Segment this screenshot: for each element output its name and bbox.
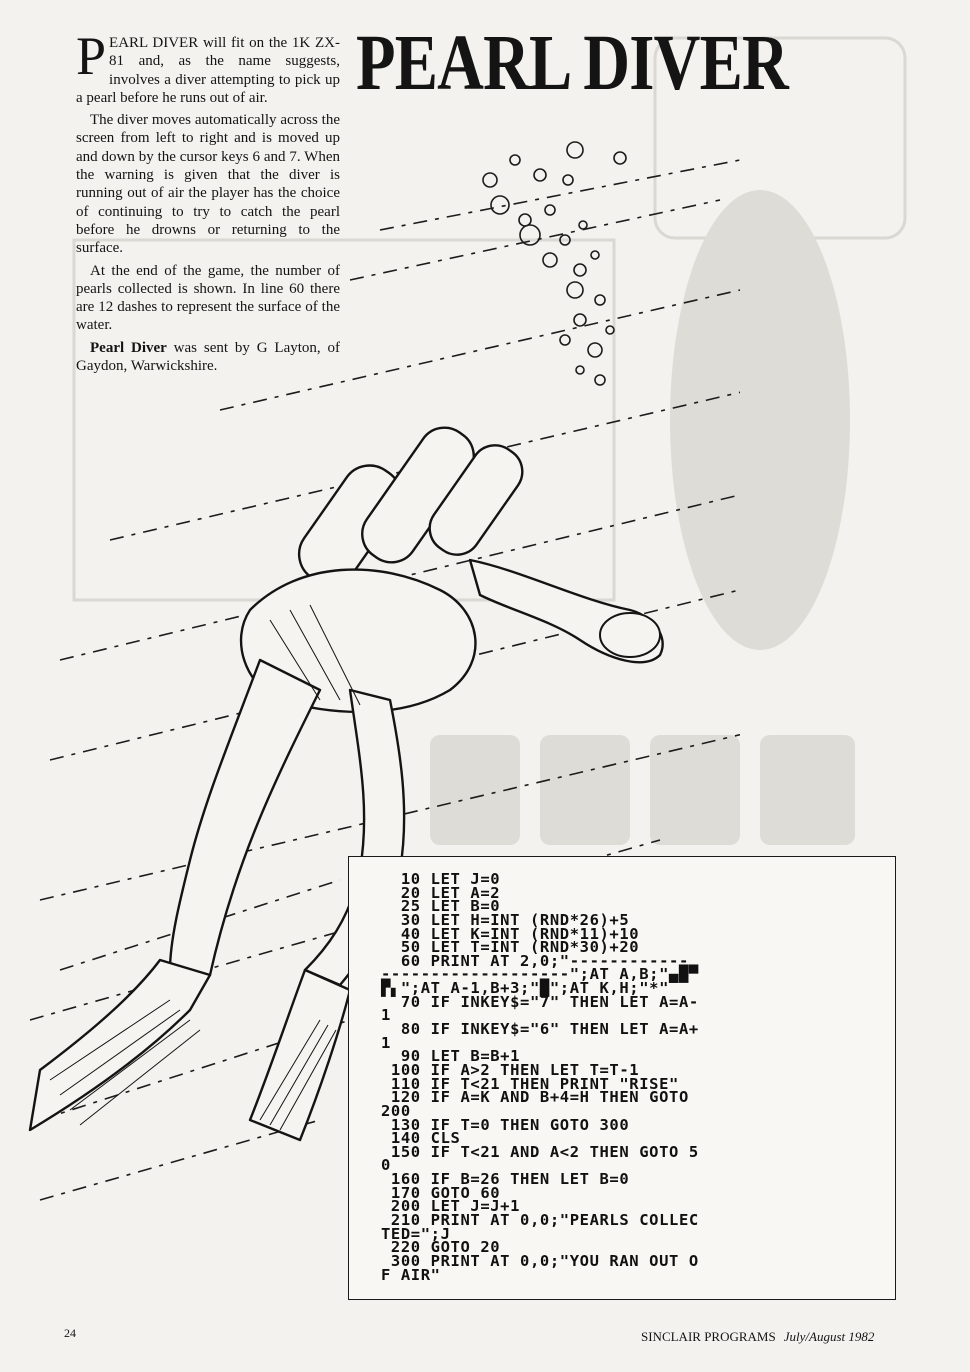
page-number: 24 bbox=[64, 1326, 76, 1340]
listing-line: -------------------";AT A,B;"▄█▀ bbox=[381, 965, 699, 984]
drop-cap: P bbox=[76, 26, 107, 86]
listing-line: 1 bbox=[381, 1033, 391, 1052]
listing-line: 70 IF INKEY$="7" THEN LET A=A- bbox=[381, 992, 699, 1011]
publication-name: SINCLAIR PROGRAMS bbox=[641, 1329, 776, 1344]
intro-text bbox=[76, 26, 340, 379]
listing-line: 200 LET J=J+1 bbox=[381, 1197, 521, 1216]
listing-line: 140 CLS bbox=[381, 1129, 461, 1148]
listing-line: ▛▖";AT A-1,B+3;"█";AT K,H;"*" bbox=[381, 979, 670, 998]
intro-paragraph-3: At the end of the game, the number of pearls collected is shown. In line 60 there are 12 dashes to represent the surface of the water. bbox=[76, 262, 340, 334]
listing-line: 200 bbox=[381, 1101, 411, 1120]
listing-line: 130 IF T=0 THEN GOTO 300 bbox=[381, 1115, 630, 1134]
listing-line: 20 LET A=2 bbox=[381, 883, 501, 902]
listing-line: 30 LET H=INT (RND*26)+5 bbox=[381, 910, 630, 929]
program-listing-box bbox=[348, 856, 896, 1300]
air-bubbles bbox=[483, 142, 626, 385]
intro-paragraph-1 bbox=[76, 26, 340, 107]
listing-line: F AIR" bbox=[381, 1265, 441, 1284]
page-title: PEARL DIVER bbox=[356, 20, 788, 107]
intro-paragraph-1-text: EARL DIVER will fit on the 1K ZX-81 and, as the name suggests, involves a diver attempting to pick up a pearl before he runs out of air. bbox=[76, 35, 340, 106]
listing-line: 1 bbox=[381, 1006, 391, 1025]
listing-line: 40 LET K=INT (RND*11)+10 bbox=[381, 924, 640, 943]
intro-paragraph-2: The diver moves automatically across the screen from left to right and is moved up and down by the cursor keys 6 and 7. When the warning is given that the diver is running out of air the player has the choice of continuing to try to catch the pearl before he drowns or returning to the surface. bbox=[76, 112, 340, 257]
program-listing bbox=[381, 870, 699, 1284]
listing-line: 300 PRINT AT 0,0;"YOU RAN OUT O bbox=[381, 1251, 699, 1270]
listing-line: 220 GOTO 20 bbox=[381, 1238, 501, 1257]
listing-line: TED=";J bbox=[381, 1224, 451, 1243]
listing-line: 10 LET J=0 bbox=[381, 870, 501, 888]
listing-line: 210 PRINT AT 0,0;"PEARLS COLLEC bbox=[381, 1211, 699, 1230]
footer bbox=[641, 1329, 874, 1345]
listing-line: 120 IF A=K AND B+4=H THEN GOTO bbox=[381, 1088, 689, 1107]
listing-line: 50 LET T=INT (RND*30)+20 bbox=[381, 938, 640, 957]
listing-line: 160 IF B=26 THEN LET B=0 bbox=[381, 1170, 630, 1189]
issue-date: July/August 1982 bbox=[783, 1329, 875, 1344]
listing-line: 110 IF T<21 THEN PRINT "RISE" bbox=[381, 1074, 679, 1093]
listing-line: 150 IF T<21 AND A<2 THEN GOTO 5 bbox=[381, 1142, 699, 1161]
listing-line: 90 LET B=B+1 bbox=[381, 1047, 521, 1066]
listing-line: 0 bbox=[381, 1156, 391, 1175]
listing-line: 100 IF A>2 THEN LET T=T-1 bbox=[381, 1060, 640, 1079]
listing-line: 25 LET B=0 bbox=[381, 897, 501, 916]
credit-text: was sent by G Layton, of Gaydon, Warwickshire. bbox=[76, 339, 340, 375]
credit-title: Pearl Diver bbox=[90, 339, 167, 356]
listing-line: 60 PRINT AT 2,0;"------------ bbox=[381, 951, 689, 970]
listing-line: 170 GOTO 60 bbox=[381, 1183, 501, 1202]
credit-paragraph bbox=[76, 339, 340, 376]
listing-line: 80 IF INKEY$="6" THEN LET A=A+ bbox=[381, 1020, 699, 1039]
